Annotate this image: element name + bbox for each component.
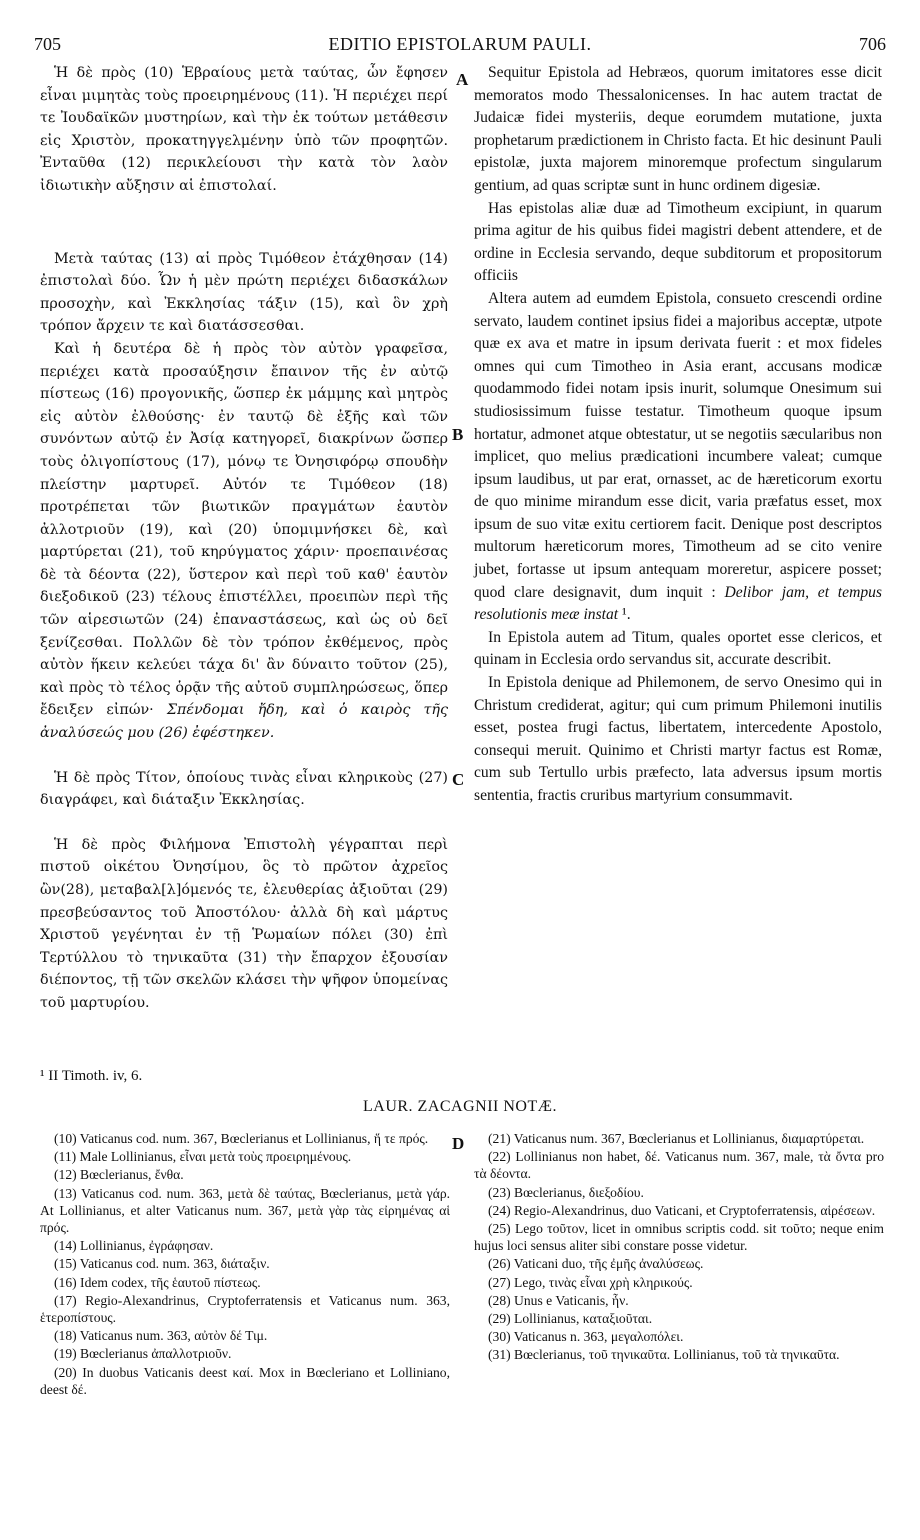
note-31: (31) Bœclerianus, τοῦ τηνικαῦτα. Lollinianus, τοῦ τὰ τηνικαῦτα. — [488, 1347, 840, 1363]
greek-text-column — [40, 62, 448, 1015]
greek-paragraph-titus: Ἡ δὲ πρὸς Τίτον, ὁποίους τινὰς εἶναι κληρικοὺς (27) διαγράφει, καὶ διάταξιν Ἐκκλησίας. — [40, 769, 448, 809]
page-number-left: 705 — [34, 34, 61, 54]
margin-mark-c: C — [452, 770, 465, 789]
note-22: (22) Lollinianus non habet, δέ. Vaticanus num. 367, male, τὰ ὄντα pro τὰ δέοντα. — [474, 1149, 884, 1182]
latin-timothy-2-text: Altera autem ad eumdem Epistola, consueto crescendi ordine servato, laudem continet ipsius fidei a majoribus acceptæ, utpote quæ ex ava et matre in ipsum derivata fuerit : et mox fideles omnes qui cum Timotheo in Asia erant, accusans modicæ quodammodo fidei notam ipsis inurit, solumque Onesimum sui studiosissimum fuisse testatur. Timotheum quoque ipsum hortatur, admonet atque obtestatur, ut se negotiis sæcularibus non implicet, quo melius prædicationi incumbere valeat; cumque ipsum laudibus, ut par erat, ornasset, ac de hæreticorum exortu de quo minime mirandum esse dicit, varia præfatus esset, mox ipsum de suo vitæ exitu certiorem facit. Denique post descriptos multorum hæreticorum mores, Timotheum ad se cito venire jubet, fortasse ut ipsum antequam moreretur, aspicere posset; quod clare designavit, dum inquit : — [474, 289, 882, 601]
latin-paragraph-hebrews: Sequitur Epistola ad Hebræos, quorum imitatores esse dicit memoratos modo Thessalonicenses. In hac autem tractat de Judaicæ fidei mysteriis, deque eorumdem mutatione, juxta prophetarum prædictionem in Christo facta. Et hic desinunt Pauli epistolæ, juxta majorem minoremque profectum singularum gentium, ad quas scriptæ sunt in hunc ordinem digesiæ. — [474, 64, 882, 194]
running-header — [34, 34, 886, 64]
greek-paragraph-timothy-1: Μετὰ ταύτας (13) αἱ πρὸς Τιμόθεον ἐτάχθησαν (14) ἐπιστολαὶ δύο. Ὧν ἡ μὲν πρώτη περιέχει διδασκάλων προσοχὴν, καὶ Ἐκκλησίας τάξιν (15), καὶ ὃν χρὴ τρόπον ἄρχειν τε καὶ διατάσσεσθαι. — [40, 250, 448, 335]
latin-quotation: Delibor jam, et tempus resolutionis meæ instat — [474, 583, 882, 624]
note-20: (20) In duobus Vaticanis deest καί. Mox in Bœcleriano et Lolliniano, deest δέ. — [40, 1364, 450, 1397]
note-26: (26) Vaticani duo, τῆς ἐμῆς ἀναλύσεως. — [488, 1256, 704, 1272]
note-18: (18) Vaticanus num. 363, αὐτὸν δέ Τιμ. — [54, 1328, 268, 1344]
note-13: (13) Vaticanus cod. num. 363, μετὰ δὲ ταύτας, Bœclerianus, μετὰ γάρ. At Lollinianus, et alter Vaticanus num. 367, μετὰ γὰρ τὰς εἰρημένας αἱ πρός. — [40, 1185, 450, 1236]
margin-mark-a: A — [456, 70, 469, 89]
note-17: (17) Regio-Alexandrinus, Cryptoferratensis et Vaticanus num. 363, ἑτεροπίστους. — [40, 1292, 450, 1326]
note-30: (30) Vaticanus n. 363, μεγαλοπόλει. — [488, 1329, 684, 1345]
notes-column-right — [474, 1130, 884, 1365]
latin-paragraph-timothy-2 — [474, 288, 882, 627]
note-14: (14) Lollinianus, ἐγράφησαν. — [54, 1238, 214, 1254]
greek-paragraph-philemon: Ἡ δὲ πρὸς Φιλήμονα Ἐπιστολὴ γέγραπται περὶ πιστοῦ οἰκέτου Ὀνησίμου, ὃς τὸ πρῶτον ἀχρεῖος ὢν(28), μεταβαλ[λ]όμενός τε, ἐλευθερίας ἀξιοῦται (29) πρεσβεύσαντος τοῦ Ἀποστόλου· ἀλλὰ δὴ καὶ μάρτυς Χριστοῦ γεγένηται ἐν τῇ Ῥωμαίων πόλει (30) ἐπὶ Τερτύλλου τὸ τηνικαῦτα (31) τὴν ἔπαρχον ἐξουσίαν διέποντος, τῇ τῶν σκελῶν κλάσει τὴν ψῆφον ὑπομείνας τοῦ μαρτυρίου. — [40, 836, 448, 1011]
margin-mark-d: D — [452, 1134, 465, 1153]
note-27: (27) Lego, τινὰς εἶναι χρὴ κληρικούς. — [488, 1274, 693, 1290]
notes-column-left — [40, 1130, 450, 1399]
greek-quotation-end: (26) ἐφέστηκεν. — [158, 725, 275, 742]
latin-paragraph-timothy-1: Has epistolas aliæ duæ ad Timotheum excipiunt, in quarum prima agitur de his quibus fidei magistri debent attendere, et de ordine in Ecclesia servando, deque subditorum et propositorum officiis — [474, 199, 882, 285]
note-24: (24) Regio-Alexandrinus, duo Vaticani, et Cryptoferratensis, αἱρέσεων. — [488, 1202, 876, 1218]
page-number-right: 706 — [859, 34, 886, 54]
greek-paragraph-timothy-2 — [40, 338, 448, 745]
note-23: (23) Bœclerianus, διεξοδίου. — [488, 1184, 644, 1200]
margin-mark-b: B — [452, 425, 464, 444]
notes-title: LAUR. ZACAGNII NOTÆ. — [363, 1098, 557, 1115]
greek-quotation: Σπένδομαι ἤδη, καὶ ὁ καιρὸς τῆς ἀναλύσεώς μου — [40, 702, 448, 742]
greek-timothy-2-text: Καὶ ἡ δευτέρα δὲ ἡ πρὸς τὸν αὐτὸν γραφεῖσα, περιέχει κατὰ προσαύξησιν ἔπαινον τῆς ἐν αὐτῷ πίστεως (16) προγονικῆς, ὥσπερ ἐκ μάμμης καὶ μητρὸς εἰς αὐτὸν ἐλθούσης· ἐν ταυτῷ δὲ ἑξῆς καὶ τῶν συνόντων αὐτῷ ἐν Ἀσίᾳ κατηγορεῖ, διακρίνων ὥσπερ τοὺς ὀλιγοπίστους (17), μόνῳ τε Ὀνησιφόρῳ σπουδὴν πλείστην μαρτυρεῖ. Αὐτόν τε Τιμόθεον (18) προτρέπεται τῶν βιωτικῶν πραγμάτων ἑαυτὸν ἀλλοτριοῦν (19), καὶ (20) ὑπομιμνήσκει δὲ, καὶ μαρτύρεται (21), τοῦ κηρύγματος χάριν· προεπαινέσας δὲ τὰ δέοντα (22), ὕστερον καὶ περὶ τοῦ καθ' ἑαυτὸν διεξοδικοῦ (23) τέλους ἐπιστέλλει, προειπὼν περὶ τῆς τῶν αἱρεσιωτῶν (24) ἐπαναστάσεως, καὶ ὡς οὐ δεῖ ξενίζεσθαι. Πολλῶν δὲ τὸν τρόπον ἐκθέμενος, πρὸς αὐτὸν ἥκειν κελεύει τάχα δι' ἂν δύναιτο τοῦτον (25), καὶ πρὸς τὸ τέλος ὁρᾷν τῆς αὐτοῦ συμπληρώσεως, ὅπερ ἔδειξεν εἰπών· — [40, 340, 448, 719]
note-21: (21) Vaticanus num. 367, Bœclerianus et Lollinianus, διαμαρτύρεται. — [488, 1131, 865, 1146]
note-29: (29) Lollinianus, καταξιοῦται. — [488, 1311, 653, 1327]
latin-paragraph-philemon: In Epistola denique ad Philemonem, de servo Onesimo qui in Christum crediderat, agitur; qui cum primum Philemoni inutilis esset, postea frugi factus, libertatem, intercedente Apostolo, consequi meruit. Quinimo et Christi martyr factus est Romæ, cum sub Tertullo urbis præfecto, lata adversus ipsum mortis sententia, fractis cruribus martyrium consummavit. — [474, 674, 882, 804]
note-25: (25) Lego τοῦτον, licet in omnibus scriptis codd. sit τοῦτο; neque enim hujus loci sensus aliter sibi constare posse videtur. — [474, 1221, 884, 1254]
running-title: EDITIO EPISTOLARUM PAULI. — [328, 34, 592, 54]
latin-paragraph-titus: In Epistola autem ad Titum, quales oportet esse clericos, et quinam in Ecclesia ordo servandus sit, accurate describit. — [474, 628, 882, 669]
footnote-reference: ¹. — [622, 606, 631, 624]
note-28: (28) Unus e Vaticanis, ἦν. — [488, 1292, 629, 1308]
note-11: (11) Male Lollinianus, εἶναι μετὰ τοὺς προειρημένους. — [54, 1149, 352, 1165]
greek-paragraph-hebrews: Ἡ δὲ πρὸς (10) Ἑβραίους μετὰ ταύτας, ὧν ἔφησεν εἶναι μιμητὰς τοὺς προειρημένους (11). Ἡ περιέχει περί τε Ἰουδαϊκῶν μυστηρίων, καὶ τὴν ἐκ τούτων μετάθεσιν εἰς Χριστὸν, προκατηγγελμένην ὑπὸ τῶν προφητῶν. Ἐνταῦθα (12) περικλείουσι τὴν κατὰ τὸν λαὸν ἰδιωτικὴν αὔξησιν αἱ ἐπιστολαί. — [40, 65, 448, 194]
footnote: ¹ II Timoth. iv, 6. — [40, 1068, 143, 1084]
note-19: (19) Bœclerianus ἀπαλλοτριοῦν. — [54, 1346, 232, 1362]
note-10: (10) Vaticanus cod. num. 367, Bœclerianus et Lollinianus, ἥ τε πρός. — [54, 1131, 429, 1146]
note-12: (12) Bœclerianus, ἔνθα. — [54, 1167, 184, 1183]
latin-text-column — [474, 62, 882, 808]
note-15: (15) Vaticanus cod. num. 363, διάταξιν. — [54, 1256, 270, 1272]
note-16: (16) Idem codex, τῆς ἑαυτοῦ πίστεως. — [54, 1274, 261, 1290]
